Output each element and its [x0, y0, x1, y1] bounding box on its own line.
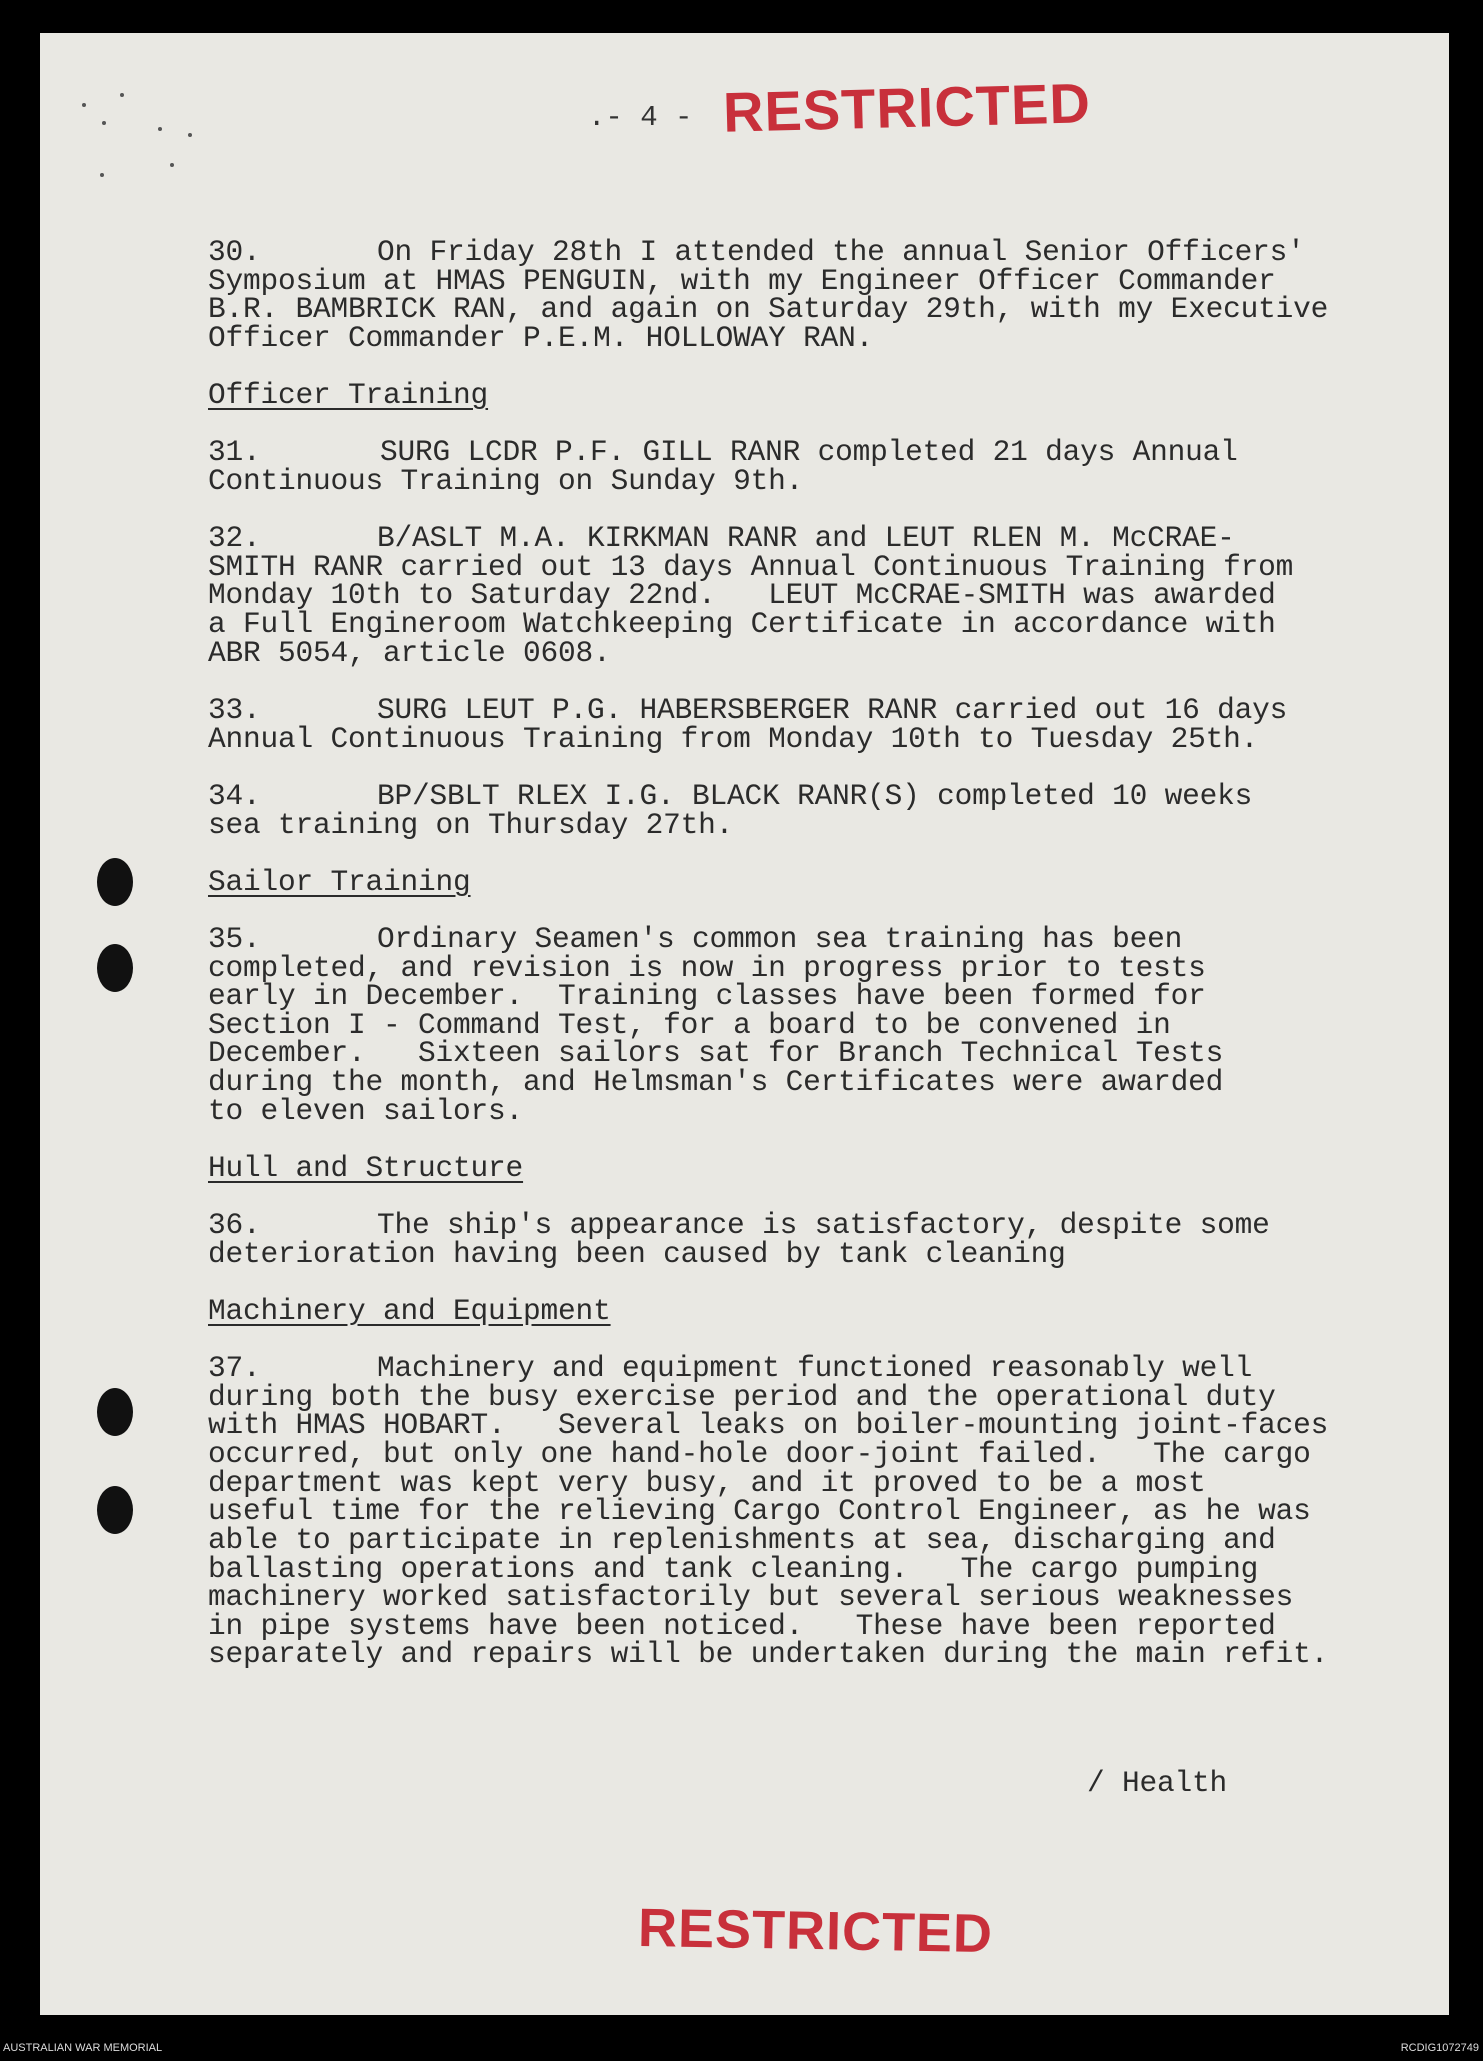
paragraph-line: SURG LCDR P.F. GILL RANR completed 21 days Annual: [380, 435, 1238, 469]
page-number: .- 4 -: [588, 101, 693, 134]
paragraph-line: Annual Continuous Training from Monday 10th to Tuesday 25th.: [208, 722, 1259, 756]
paragraph-line: in pipe systems have been noticed. These have been reported: [208, 1609, 1276, 1643]
paragraph-line: December. Sixteen sailors sat for Branch Technical Tests: [208, 1036, 1224, 1070]
punch-hole: [97, 1486, 133, 1534]
paragraph-number: 34.: [208, 779, 261, 813]
paragraph-line: useful time for the relieving Cargo Control Engineer, as he was: [208, 1494, 1311, 1528]
paragraph-number: 33.: [208, 693, 261, 727]
paragraph-line: Machinery and equipment functioned reasonably well: [377, 1351, 1253, 1385]
restricted-stamp-bottom: RESTRICTED: [637, 1897, 994, 1965]
paragraph-line: B/ASLT M.A. KIRKMAN RANR and LEUT RLEN M. McCRAE-: [377, 521, 1235, 555]
paragraph-line: Ordinary Seamen's common sea training has been: [377, 922, 1183, 956]
paragraph-line: Section I - Command Test, for a board to be convened in: [208, 1008, 1171, 1042]
paragraph-number: 32.: [208, 521, 261, 555]
paragraph-line: SURG LEUT P.G. HABERSBERGER RANR carried out 16 days: [377, 693, 1288, 727]
section-heading-machinery-equipment: Machinery and Equipment: [208, 1294, 611, 1328]
paragraph-line: SMITH RANR carried out 13 days Annual Continuous Training from: [208, 550, 1294, 584]
paragraph-line: B.R. BAMBRICK RAN, and again on Saturday 29th, with my Executive: [208, 292, 1329, 326]
paragraph-line: machinery worked satisfactorily but several serious weaknesses: [208, 1580, 1294, 1614]
paragraph-line: Symposium at HMAS PENGUIN, with my Engineer Officer Commander: [208, 264, 1276, 298]
paragraph-line: sea training on Thursday 27th.: [208, 808, 734, 842]
paper-speck: [158, 127, 162, 131]
punch-hole: [97, 1388, 133, 1436]
paper-speck: [120, 93, 124, 97]
paragraph-line: separately and repairs will be undertaken during the main refit.: [208, 1637, 1329, 1671]
paragraph-line: completed, and revision is now in progress prior to tests: [208, 951, 1206, 985]
paragraph-line: during the month, and Helmsman's Certificates were awarded: [208, 1065, 1224, 1099]
paragraph-line: ballasting operations and tank cleaning. The cargo pumping: [208, 1552, 1259, 1586]
paper-speck: [82, 103, 86, 107]
paper-speck: [188, 133, 192, 137]
paragraph-number: 36.: [208, 1208, 261, 1242]
paragraph-line: department was kept very busy, and it proved to be a most: [208, 1466, 1206, 1500]
restricted-stamp-top: RESTRICTED: [722, 71, 1092, 144]
section-heading-hull-structure: Hull and Structure: [208, 1151, 524, 1185]
paragraph-number: 30.: [208, 235, 261, 269]
paragraph-line: able to participate in replenishments at sea, discharging and: [208, 1523, 1276, 1557]
paragraph-line: On Friday 28th I attended the annual Senior Officers': [377, 235, 1305, 269]
paper-speck: [100, 173, 104, 177]
paragraph-line: The ship's appearance is satisfactory, despite some: [377, 1208, 1270, 1242]
paragraph-line: Officer Commander P.E.M. HOLLOWAY RAN.: [208, 321, 874, 355]
paragraph-line: BP/SBLT RLEX I.G. BLACK RANR(S) completed 10 weeks: [377, 779, 1253, 813]
paragraph-line: with HMAS HOBART. Several leaks on boiler-mounting joint-faces: [208, 1408, 1329, 1442]
paragraph-line: deterioration having been caused by tank cleaning: [208, 1237, 1066, 1271]
paragraph-number: 31.: [208, 435, 261, 469]
footer-archive-name: AUSTRALIAN WAR MEMORIAL: [3, 2042, 163, 2054]
punch-hole: [97, 944, 133, 992]
paragraph-line: occurred, but only one hand-hole door-joint failed. The cargo: [208, 1437, 1311, 1471]
punch-hole: [97, 858, 133, 906]
paper-speck: [170, 163, 174, 167]
paragraph-line: to eleven sailors.: [208, 1094, 524, 1128]
paper-speck: [102, 121, 106, 125]
paragraph-line: a Full Engineroom Watchkeeping Certificate in accordance with: [208, 607, 1276, 641]
paragraph-line: Monday 10th to Saturday 22nd. LEUT McCRAE-SMITH was awarded: [208, 578, 1276, 612]
paragraph-line: ABR 5054, article 0608.: [208, 636, 611, 670]
paragraph-number: 35.: [208, 922, 261, 956]
document-page: [40, 33, 1449, 2015]
paragraph-line: Continuous Training on Sunday 9th.: [208, 464, 804, 498]
paragraph-number: 37.: [208, 1351, 261, 1385]
section-heading-officer-training: Officer Training: [208, 378, 489, 412]
footer-record-id: RCDIG1072749: [1400, 2042, 1479, 2054]
catchword: / Health: [1087, 1766, 1228, 1800]
paragraph-line: early in December. Training classes have been formed for: [208, 979, 1206, 1013]
section-heading-sailor-training: Sailor Training: [208, 865, 471, 899]
paragraph-line: during both the busy exercise period and the operational duty: [208, 1380, 1276, 1414]
